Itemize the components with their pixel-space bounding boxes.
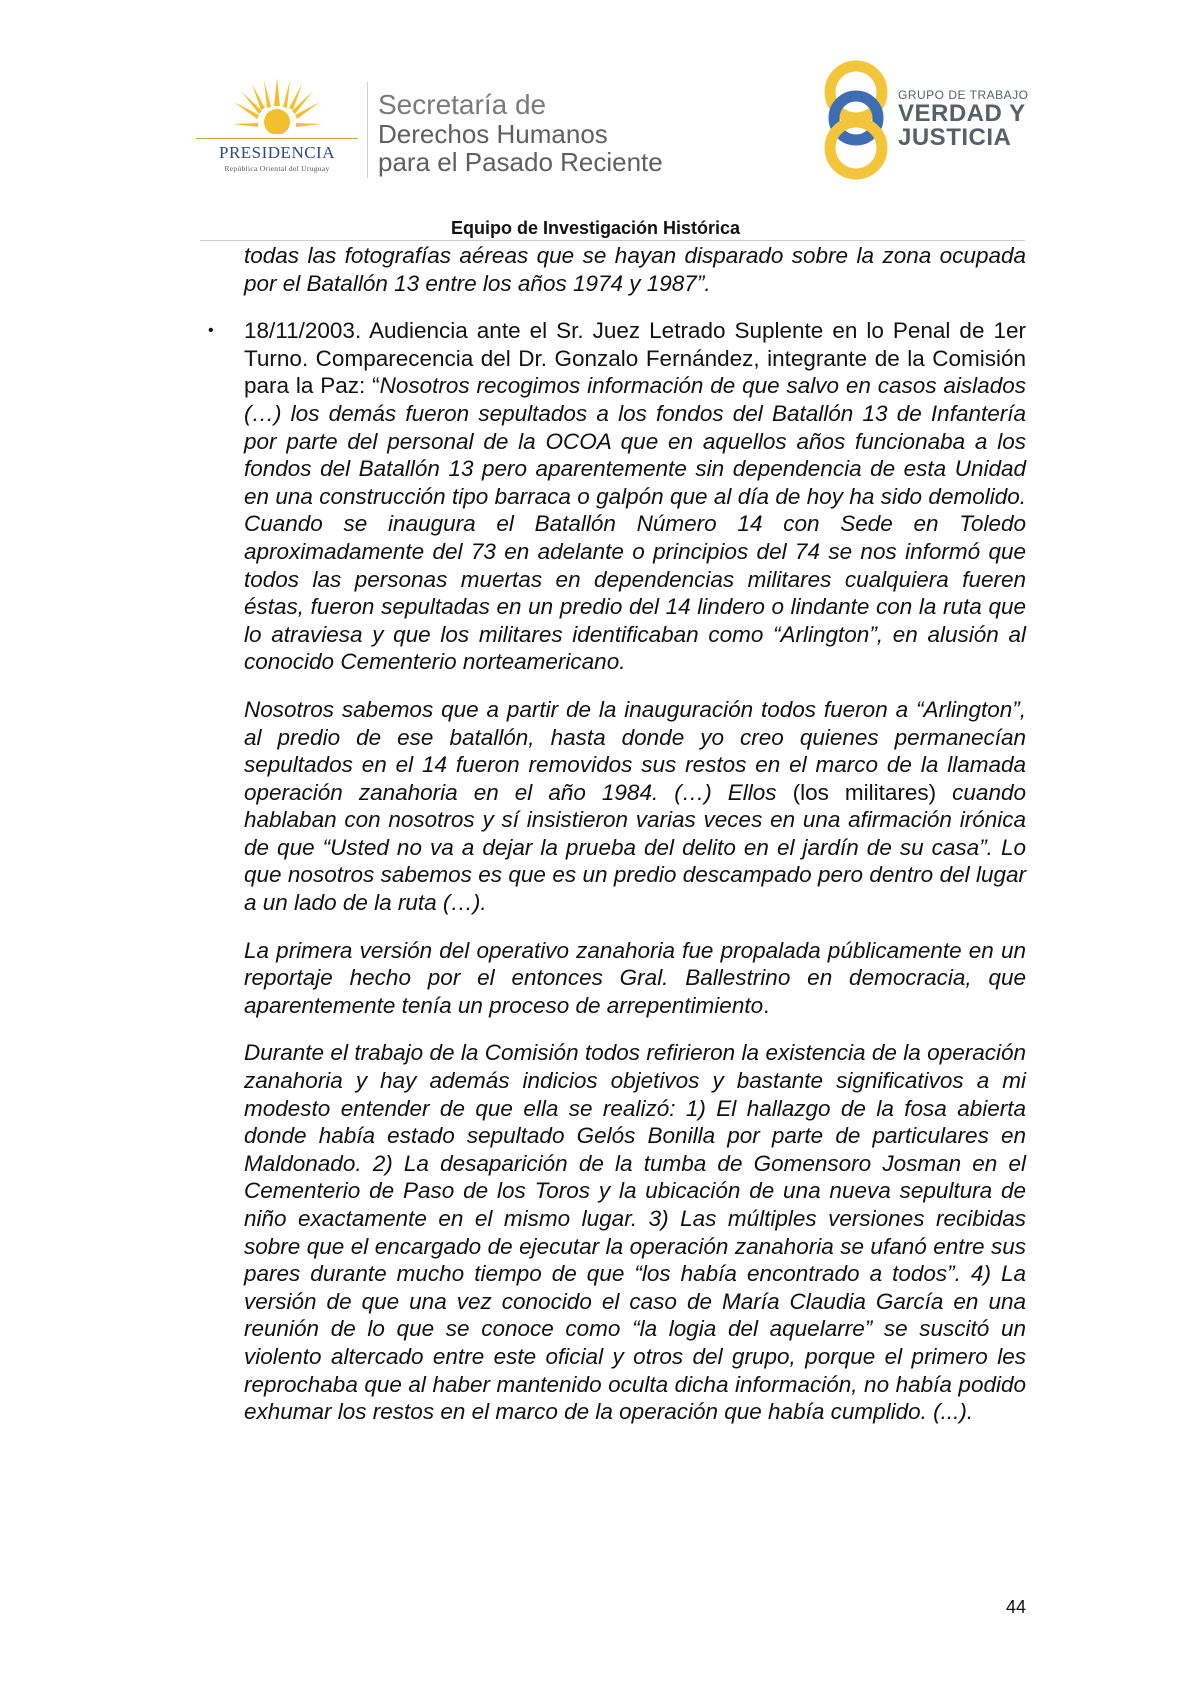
page-header: [0, 0, 1191, 240]
verdad-justicia-logo: [820, 56, 1040, 182]
presidencia-logo: [196, 78, 358, 178]
secretaria-line-1: Secretaría de: [378, 89, 547, 120]
verdad-label: VERDAD Y: [898, 100, 1026, 127]
testimony-intro: 18/11/2003. Audiencia ante el Sr. Juez Letrado Suplente en lo Penal de 1er Turno. Comparecencia del Dr. Gonzalo Fernández, integrante de la Comisión para la Paz: “: [244, 318, 1026, 399]
logo-divider: [367, 82, 368, 178]
quote-2-part-b: (los militares): [776, 779, 953, 805]
presidencia-name: PRESIDENCIA: [218, 143, 335, 162]
quote-3-end: .: [763, 992, 770, 1018]
continuation-text: todas las fotografías aéreas que se hayan disparado sobre la zona ocupada por el Batallón 13 entre los años 1974 y 1987”.: [244, 243, 1026, 296]
secretaria-line-3: para el Pasado Reciente: [378, 147, 663, 177]
rings-icon: [820, 56, 892, 182]
quote-2-part-a: Nosotros sabemos que a partir de la inauguración todos fueron a “Arlington”, al predio de ese batallón, hasta donde yo creo quienes permanecían sepultados en el 14 fueron removidos sus restos en el marco de la llamada operación zanahoria en el año 1984. (…) Ellos: [244, 696, 1026, 805]
secretaria-logo-text: [378, 90, 663, 176]
list-item: [208, 317, 1026, 1426]
header-rule: [200, 240, 1025, 241]
continuation-paragraph: [244, 242, 1026, 297]
testimony-quote: Nosotros recogimos información de que salvo en casos aislados (…) los demás fueron sepultados a los fondos del Batallón 13 de Infantería por parte del personal de la OCOA que en aquellos años funcionaba a los fondos del Batallón 13 pero aparentemente sin dependencia de esta Unidad en una construcción tipo barraca o galpón que al día de hoy ha sido demolido. Cuando se inaugura el Batallón Número 14 con Sede en Toledo aproximadamente del 73 en adelante o principios del 74 se nos informó que todos las personas muertas en dependencias militares cualquiera fueren éstas, fueron sepultadas en un predio del 14 lindero o lindante con la ruta que lo atraviesa y que los militares identificaban como “Arlington”, en alusión al conocido Cementerio norteamericano.: [244, 373, 1026, 675]
verdad-justicia-text: [898, 88, 1028, 150]
bullet-icon: •: [208, 322, 214, 340]
quote-2-part-c: cuando hablaban con nosotros y sí insistieron varias veces en una afirmación irónica de que “Usted no va a dejar la prueba del delito en el jardín de su casa”. Lo que nosotros sabemos es que es un predio descampado pero dentro del lugar a un lado de la ruta (…).: [244, 779, 1026, 916]
quote-4-text: Durante el trabajo de la Comisión todos refirieron la existencia de la operación zanahoria y hay además indicios objetivos y bastante significativos a mi modesto entender de que ella se realizó: 1) El hallazgo de la fosa abierta donde había estado sepultado Gelós Bonilla por parte de particulares en Maldonado. 2) La desaparición de la tumba de Gomensoro Josman en el Cementerio de Paso de los Toros y la ubicación de una nueva sepultura de niño exactamente en el mismo lugar. 3) Las múltiples versiones recibidas sobre que el encargado de ejecutar la operación zanahoria se ufanó entre sus pares durante mucho tiempo de que “los había encontrado a todos”. 4) La versión de que una vez conocido el caso de María Claudia García en una reunión de lo que se conoce como “la logia del aquelarre” se suscitó un violento altercado entre este oficial y otros del grupo, porque el primero les reprochaba que al haber mantenido oculta dicha información, no había podido exhumar los restos en el marco de la operación que había cumplido. (...).: [244, 1040, 1026, 1425]
grupo-trabajo-label: GRUPO DE TRABAJO: [898, 88, 1029, 102]
page-number: 44: [1005, 1597, 1026, 1617]
justicia-label: JUSTICIA: [898, 124, 1012, 151]
presidencia-rule: [196, 138, 358, 139]
sun-icon: [232, 78, 322, 140]
quote-paragraph-4: [244, 1039, 1026, 1425]
presidencia-subtitle: República Oriental del Uruguay: [224, 164, 330, 173]
team-title: Equipo de Investigación Histórica: [450, 218, 741, 238]
document-body: [208, 242, 1026, 1426]
quote-3-text: La primera versión del operativo zanahoria fue propalada públicamente en un reportaje hecho por el entonces Gral. Ballestrino en democracia, que aparentemente tenía un proceso de arrepentimiento: [244, 937, 1026, 1018]
secretaria-line-2: Derechos Humanos: [378, 119, 608, 149]
quote-paragraph-3: [244, 937, 1026, 1020]
quote-paragraph-2: [244, 696, 1026, 917]
testimony-paragraph: [244, 317, 1026, 676]
